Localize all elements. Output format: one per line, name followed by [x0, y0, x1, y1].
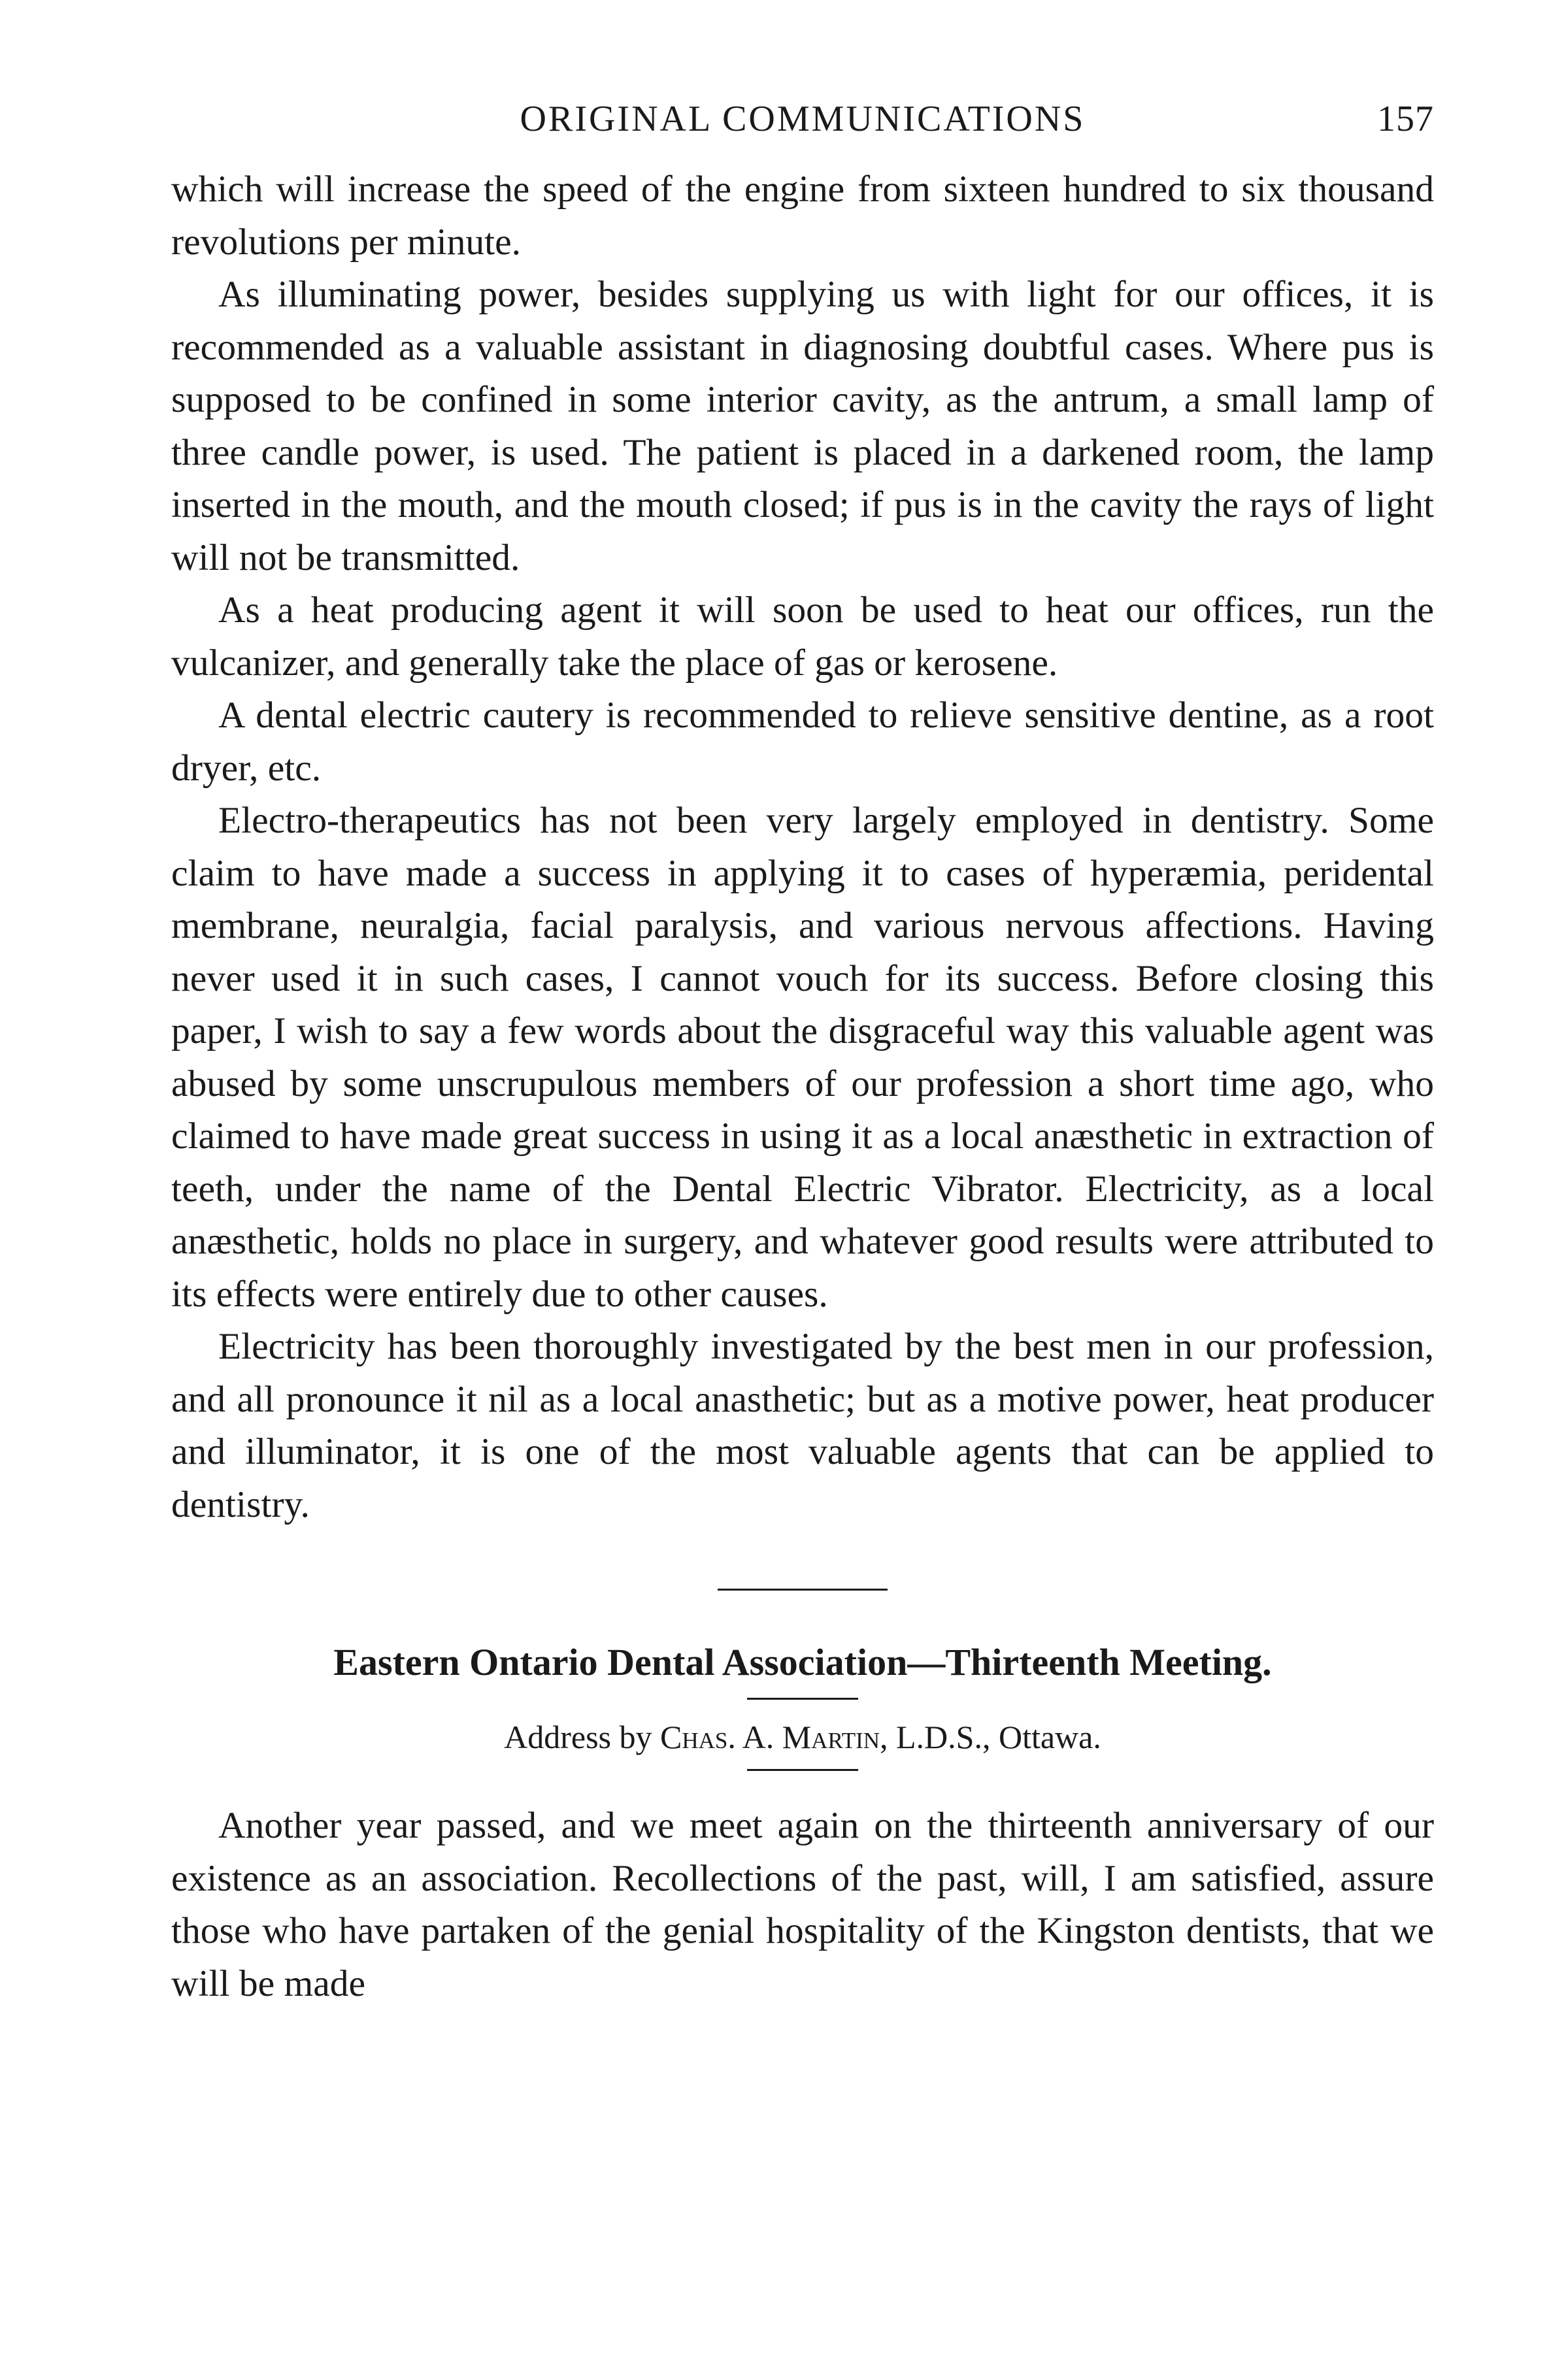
paragraph: A dental electric cautery is recommended to relieve sensitive dentine, as a root dryer, etc. [171, 695, 1434, 789]
paragraph: Electro-therapeutics has not been very largely employed in dentistry. Some claim to have made a success in applying it to cases of hyperæmia, peridental membrane, neuralgia, facial paralysis, and various nervous affections. Having never used it in such cases, I cannot vouch for its success. Before closing this paper, I wish to say a few words about the disgraceful way this valuable agent was abused by some unscrupulous members of our profession a short time ago, who claimed to have made great success in using it as a local anæsthetic in extraction of teeth, under the name of the Dental Electric Vibrator. Electricity, as a local anæsthetic, holds no place in surgery, and whatever good results were attributed to its effects were entirely due to other causes. [171, 800, 1434, 1315]
document-page [171, 98, 1434, 2010]
paragraph: which will increase the speed of the engine from sixteen hundred to six thousand revolutions per minute. [171, 169, 1434, 263]
byline-suffix: , L.D.S., Ottawa. [880, 1719, 1101, 1755]
byline-prefix: Address by [504, 1719, 652, 1755]
running-head-title: ORIGINAL COMMUNICATIONS [520, 99, 1086, 139]
paragraph: As illuminating power, besides supplying us with light for our offices, it is recommended as a valuable assistant in diagnosing doubtful cases. Where pus is supposed to be confined in some interior cavity, as the antrum, a small lamp of three candle power, is used. The patient is placed in a darkened room, the lamp inserted in the mouth, and the mouth closed; if pus is in the cavity the rays of light will not be transmitted. [171, 274, 1434, 578]
section-body [171, 1800, 1434, 2010]
page-number: 157 [1377, 99, 1434, 139]
byline-author: Chas. A. Martin [660, 1719, 880, 1755]
article-body [171, 163, 1434, 1531]
paragraph: Electricity has been thoroughly investigated by the best men in our profession, and all pronounce it nil as a local anasthetic; but as a motive power, heat producer and illuminator, it is one of the most valuable agents that can be applied to dentistry. [171, 1326, 1434, 1525]
section-divider [718, 1589, 888, 1591]
paragraph: As a heat producing agent it will soon be used to heat our offices, run the vulcanizer, and generally take the place of gas or kerosene. [171, 589, 1434, 684]
byline-rule [747, 1769, 858, 1771]
byline [171, 1714, 1434, 1760]
running-head [171, 98, 1434, 163]
section-heading: Eastern Ontario Dental Association—Thirteenth Meeting. [333, 1641, 1272, 1683]
heading-underline-rule [747, 1698, 858, 1700]
paragraph: Another year passed, and we meet again on the thirteenth anniversary of our existence as an association. Recollections of the past, will, I am satisfied, assure those who have partaken of the genial hospitality of the Kingston dentists, that we will be made [171, 1805, 1434, 2004]
